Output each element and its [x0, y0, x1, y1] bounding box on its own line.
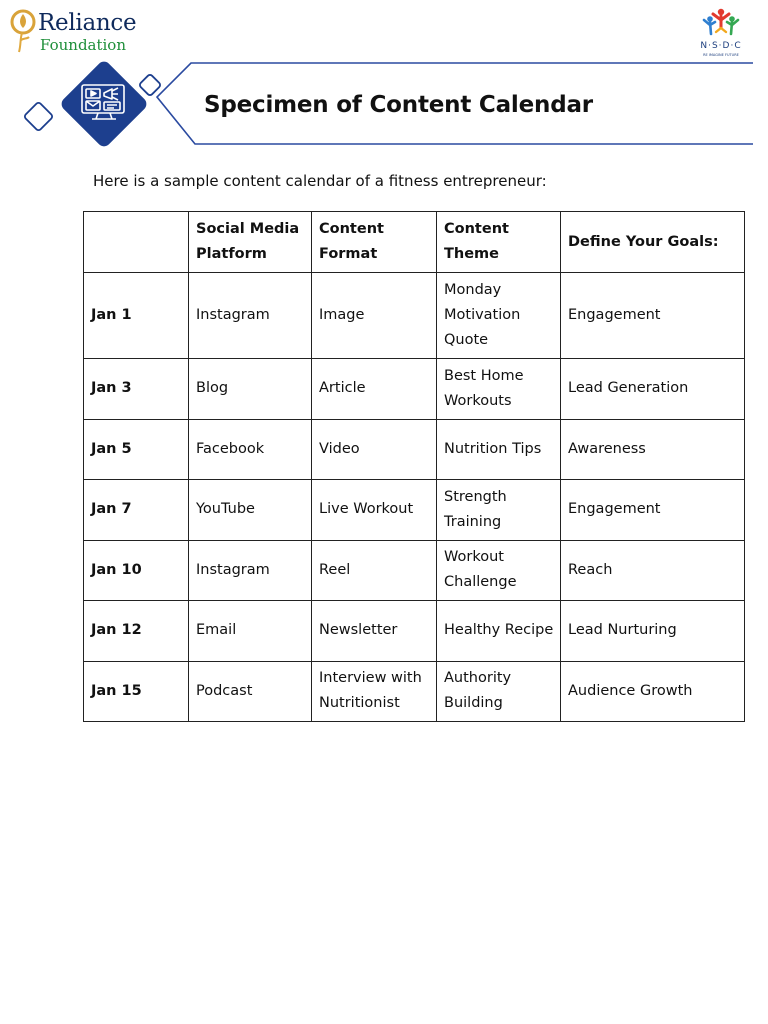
- date-cell: Jan 10: [84, 540, 189, 601]
- table-row: [84, 480, 745, 541]
- goal-cell: Engagement: [561, 480, 745, 541]
- header-cell-format: Content Format: [312, 212, 437, 273]
- format-cell: Image: [312, 273, 437, 359]
- theme-cell: Healthy Recipe: [437, 601, 561, 662]
- theme-cell: Best Home Workouts: [437, 359, 561, 420]
- logo-foundation-text: Foundation: [40, 36, 127, 54]
- format-cell: Article: [312, 359, 437, 420]
- goal-cell: Engagement: [561, 273, 745, 359]
- table-row: [84, 273, 745, 359]
- theme-cell: Authority Building: [437, 661, 561, 722]
- logo-reliance-text: Reliance: [38, 10, 137, 36]
- content-calendar-table: [83, 211, 745, 722]
- theme-cell: Nutrition Tips: [437, 419, 561, 480]
- header-cell-goals: Define Your Goals:: [561, 212, 745, 273]
- intro-text: Here is a sample content calendar of a fitness entrepreneur:: [93, 172, 547, 190]
- reliance-flame-icon: [10, 8, 38, 54]
- goal-cell: Awareness: [561, 419, 745, 480]
- header-cell-theme: Content Theme: [437, 212, 561, 273]
- table-row: [84, 601, 745, 662]
- theme-cell: Strength Training: [437, 480, 561, 541]
- format-cell: Video: [312, 419, 437, 480]
- people-figures-icon: [702, 8, 740, 40]
- diamond-outline-small: [139, 74, 162, 97]
- page-title: Specimen of Content Calendar: [204, 92, 593, 118]
- goal-cell: Audience Growth: [561, 661, 745, 722]
- table-row: [84, 661, 745, 722]
- table-row: [84, 540, 745, 601]
- platform-cell: YouTube: [189, 480, 312, 541]
- page-header: [0, 0, 768, 150]
- goal-cell: Lead Generation: [561, 359, 745, 420]
- date-cell: Jan 12: [84, 601, 189, 662]
- date-cell: Jan 5: [84, 419, 189, 480]
- platform-cell: Instagram: [189, 273, 312, 359]
- reliance-foundation-logo: [10, 8, 140, 58]
- goal-cell: Lead Nurturing: [561, 601, 745, 662]
- date-cell: Jan 3: [84, 359, 189, 420]
- header-cell-date: [84, 212, 189, 273]
- table-row: [84, 419, 745, 480]
- date-cell: Jan 1: [84, 273, 189, 359]
- format-cell: Interview with Nutritionist: [312, 661, 437, 722]
- platform-cell: Blog: [189, 359, 312, 420]
- platform-cell: Podcast: [189, 661, 312, 722]
- nsdc-logo: [688, 8, 754, 58]
- theme-cell: Monday Motivation Quote: [437, 273, 561, 359]
- table-header-row: [84, 212, 745, 273]
- platform-cell: Instagram: [189, 540, 312, 601]
- date-cell: Jan 7: [84, 480, 189, 541]
- platform-cell: Facebook: [189, 419, 312, 480]
- date-cell: Jan 15: [84, 661, 189, 722]
- format-cell: Newsletter: [312, 601, 437, 662]
- theme-cell: Workout Challenge: [437, 540, 561, 601]
- format-cell: Live Workout: [312, 480, 437, 541]
- header-cell-platform: Social Media Platform: [189, 212, 312, 273]
- table-row: [84, 359, 745, 420]
- goal-cell: Reach: [561, 540, 745, 601]
- logo-nsdc-text: N·S·D·C: [700, 41, 742, 51]
- platform-cell: Email: [189, 601, 312, 662]
- format-cell: Reel: [312, 540, 437, 601]
- logo-nsdc-tagline: RE IMAGINE FUTURE: [703, 53, 739, 57]
- diamond-outline-left: [24, 102, 54, 132]
